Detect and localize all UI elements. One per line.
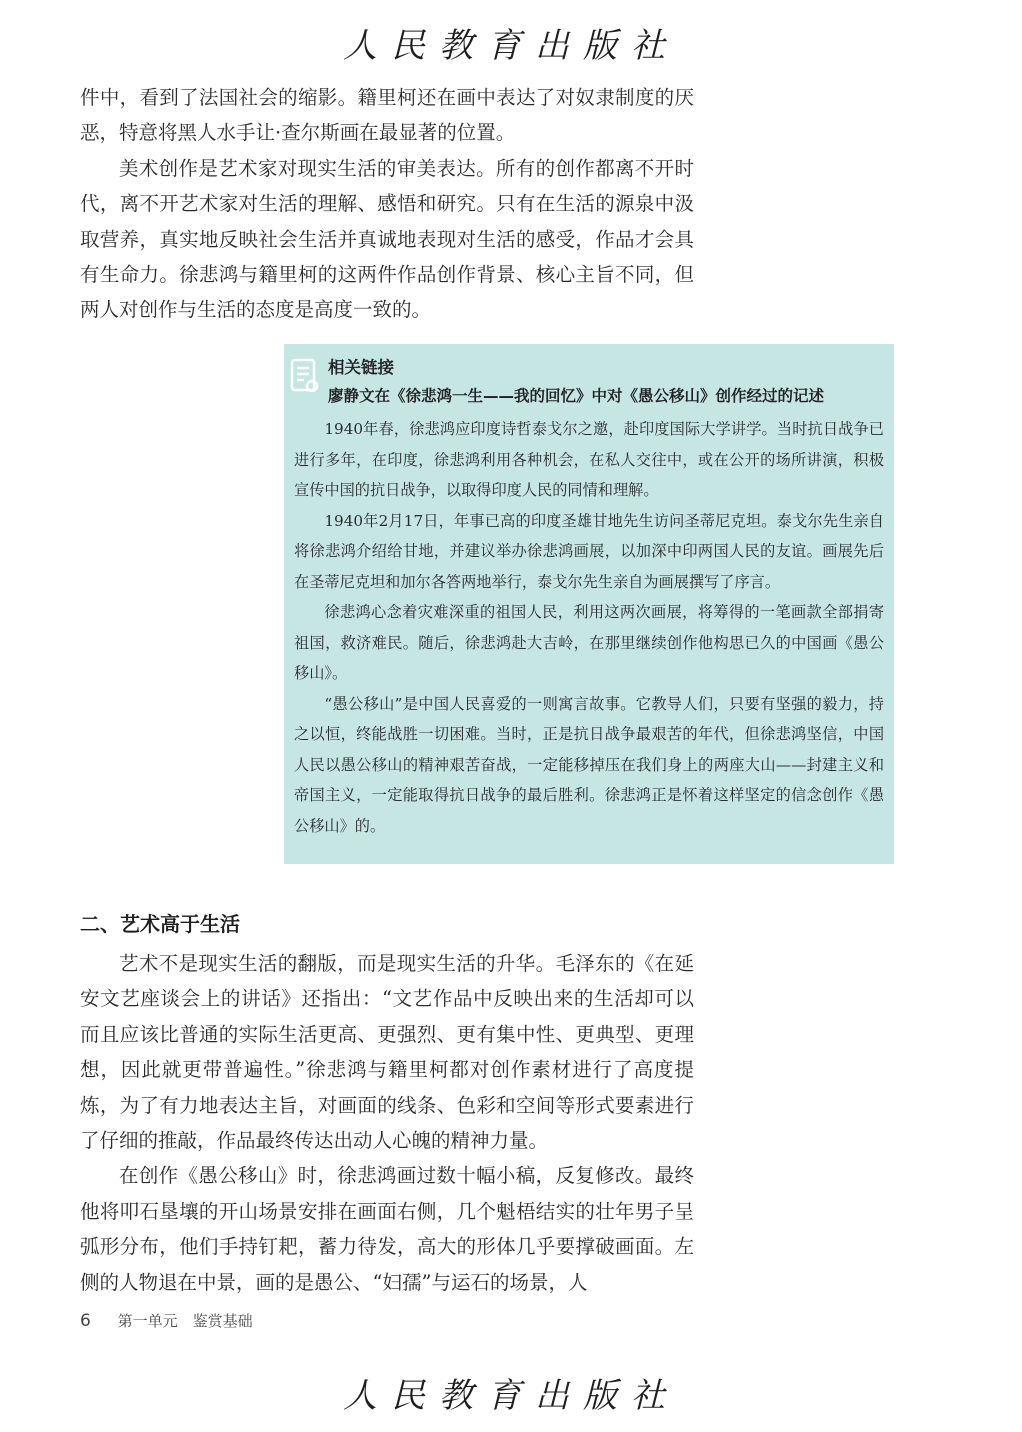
page-footer [80,1310,253,1331]
link-paragraph: 徐悲鸿心念着灾难深重的祖国人民，利用这两次画展，将筹得的一笔画款全部捐寄祖国，救济难民。随后，徐悲鸿赴大吉岭，在那里继续创作他构思已久的中国画《愚公移山》。 [294,603,884,682]
related-link-box [284,344,894,864]
publisher-logo-bottom: 人民教育出版社 [343,1376,679,1416]
paragraph: 艺术不是现实生活的翻版，而是现实生活的升华。毛泽东的《在延安文艺座谈会上的讲话》还指出：“文艺作品中反映出来的生活却可以而且应该比普通的实际生活更高、更强烈、更有集中性、更典型、更理想，因此就更带普遍性。”徐悲鸿与籍里柯都对创作素材进行了高度提炼，为了有力地表达主旨，对画面的线条、色彩和空间等形式要素进行了仔细的推敲，作品最终传达出动人心魄的精神力量。 [80,952,694,1153]
publisher-logo-top: 人民教育出版社 [343,26,679,66]
link-paragraph: “愚公移山”是中国人民喜爱的一则寓言故事。它教导人们，只要有坚强的毅力，持之以恒，终能战胜一切困难。当时，正是抗日战争最艰苦的年代，但徐悲鸿坚信，中国人民以愚公移山的精神艰苦奋战，一定能移掉压在我们身上的两座大山——封建主义和帝国主义，一定能取得抗日战争的最后胜利。徐悲鸿正是怀着这样坚定的信念创作《愚公移山》的。 [294,694,884,835]
paragraph: 在创作《愚公移山》时，徐悲鸿画过数十幅小稿，反复修改。最终他将叩石垦壤的开山场景安排在画面右侧，几个魁梧结实的壮年男子呈弧形分布，他们手持钉耙，蓄力待发，高大的形体几乎要撑破画面。左侧的人物退在中景，画的是愚公、“妇孺”与运石的场景，人 [80,1164,694,1294]
related-link-subtitle: 廖静文在《徐悲鸿一生——我的回忆》中对《愚公移山》创作经过的记述 [328,387,825,405]
link-paragraph: 1940年2月17日，年事已高的印度圣雄甘地先生访问圣蒂尼克坦。泰戈尔先生亲自将徐悲鸿介绍给甘地，并建议举办徐悲鸿画展，以加深中印两国人民的友谊。画展先后在圣蒂尼克坦和加尔各答两地举行，泰戈尔先生亲自为画展撰写了序言。 [294,511,884,591]
document-icon [290,358,320,394]
paragraph: 件中，看到了法国社会的缩影。籍里柯还在画中表达了对奴隶制度的厌恶，特意将黑人水手让·查尔斯画在最显著的位置。 [80,86,694,145]
related-link-body [294,414,884,841]
related-link-heading: 相关链接 [328,358,394,377]
paragraph: 美术创作是艺术家对现实生活的审美表达。所有的创作都离不开时代，离不开艺术家对生活的理解、感悟和研究。只有在生活的源泉中汲取营养，真实地反映社会生活并真诚地表现对生活的感受，作品才会具有生命力。徐悲鸿与籍里柯的这两件作品创作背景、核心主旨不同，但两人对创作与生活的态度是高度一致的。 [80,156,694,322]
top-text-block [80,80,694,328]
unit-title: 第一单元 鉴赏基础 [117,1312,253,1330]
section-heading: 二、艺术高于生活 [80,912,240,936]
link-paragraph: 1940年春，徐悲鸿应印度诗哲泰戈尔之邀，赴印度国际大学讲学。当时抗日战争已进行多年，在印度，徐悲鸿利用各种机会，在私人交往中，或在公开的场所讲演，积极宣传中国的抗日战争，以取得印度人民的同情和理解。 [294,420,884,499]
bottom-text-block [80,946,694,1300]
page-number: 6 [80,1311,91,1331]
